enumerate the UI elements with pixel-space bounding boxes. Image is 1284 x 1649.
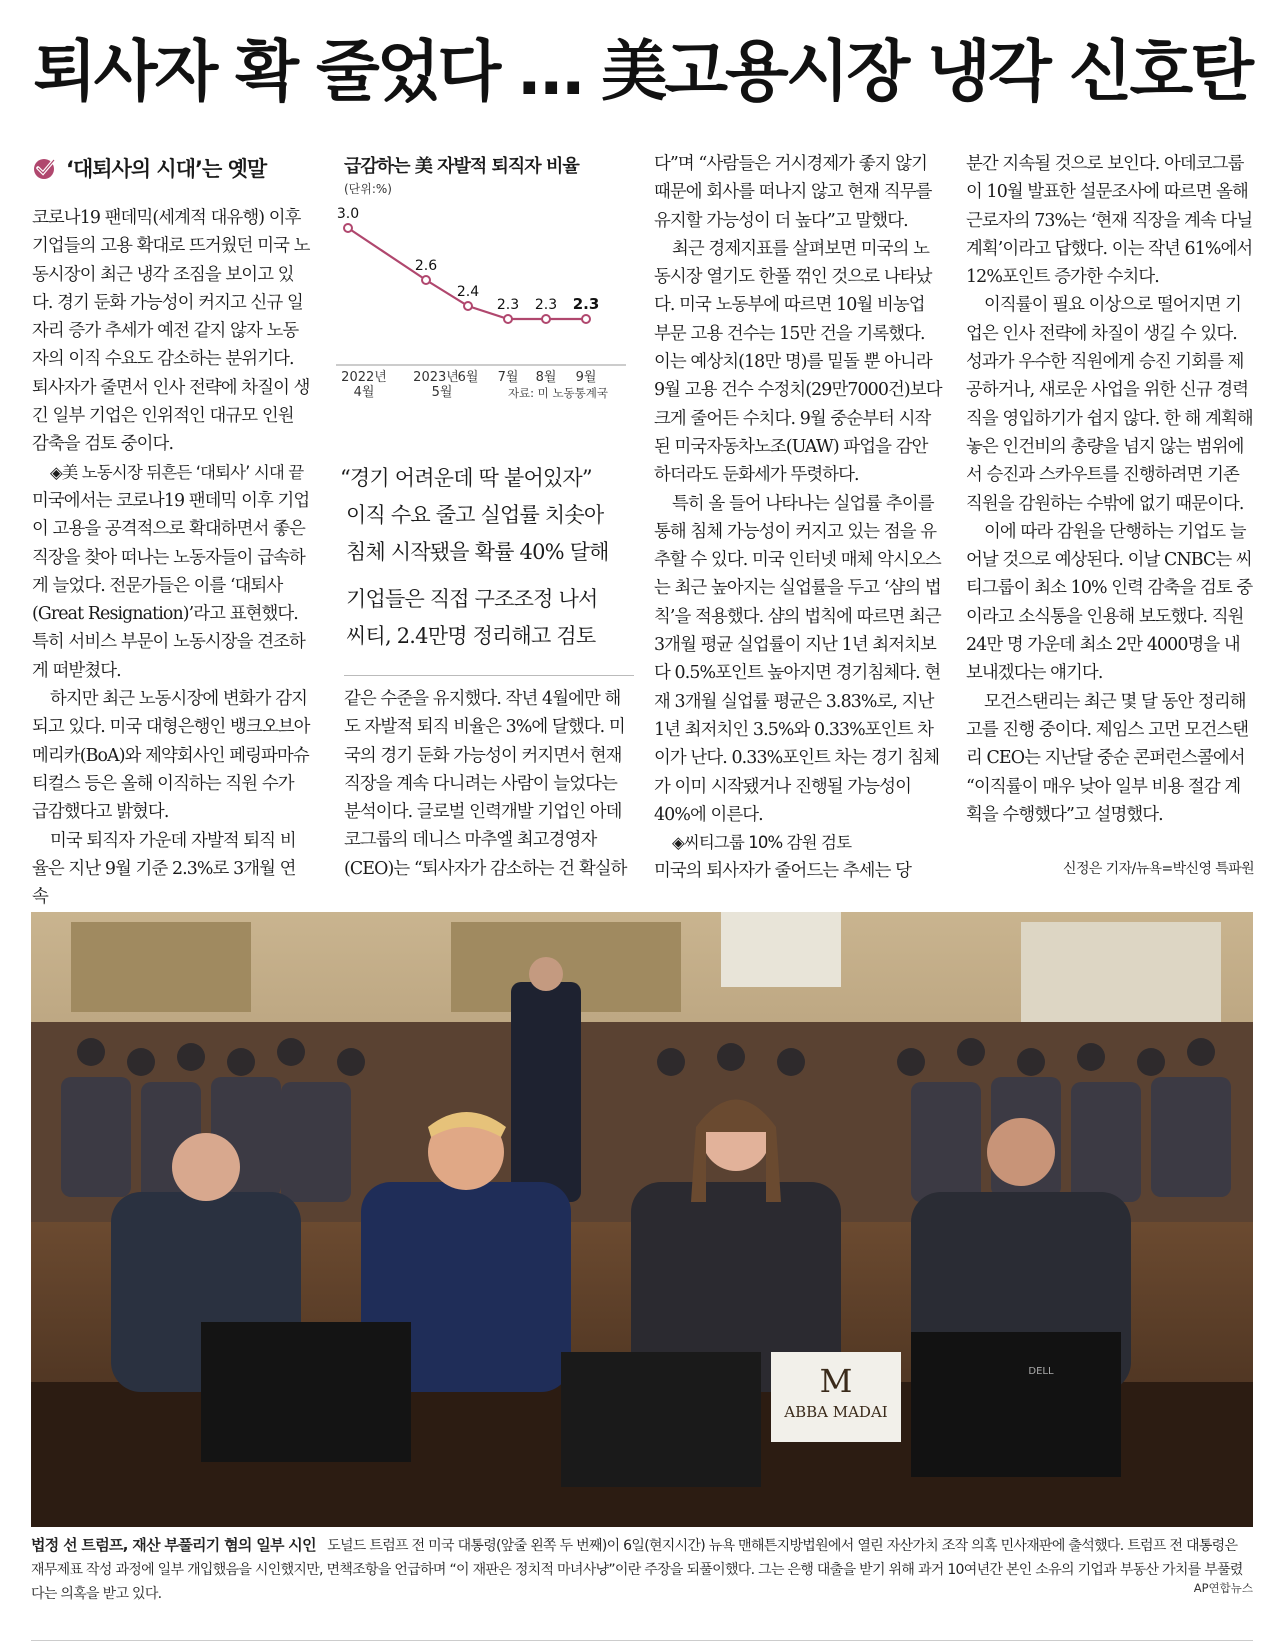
paragraph: 미국 퇴직자 가운데 자발적 퇴직 비율은 지난 9월 기준 2.3%로 3개월 연속 bbox=[32, 830, 296, 908]
paragraph: 최근 경제지표를 살펴보면 미국의 노동시장 열기도 한풀 꺾인 것으로 나타났다. 미국 노동부에 따르면 10월 비농업 부문 고용 건수는 15만 건을 기록했다. 이는 예상치(18만 명)를 밑돌 뿐 아니라 9월 고용 건수 수정치(29만7000건)보다 크게 줄어든 수치다. 9월 중순부터 시작된 미국자동차노조(UAW) 파업을 감안하더라도 둔화세가 뚜렷하다. bbox=[654, 238, 942, 486]
paragraph: 분간 지속될 것으로 보인다. 아데코그룹이 10월 발표한 설문조사에 따르면 올해 근로자의 73%는 ‘현재 직장을 계속 다닐 계획’이라고 답했다. 이는 작년 61%에서 12%포인트 증가한 수치다. bbox=[966, 154, 1253, 288]
tick-label: 8월 bbox=[535, 370, 557, 385]
bottom-rule bbox=[31, 1640, 1253, 1641]
quote-line: “경기 어려운데 딱 붙어있자” bbox=[340, 466, 592, 490]
subheading: ◈씨티그룹 10% 감원 검토 bbox=[672, 833, 852, 853]
data-point bbox=[582, 315, 590, 323]
column-4 bbox=[966, 150, 1254, 829]
paragraph: 특히 올 들어 나타나는 실업률 추이를 통해 침체 가능성이 커지고 있는 점을 유추할 수 있다. 미국 인터넷 매체 악시오스는 최근 높아지는 실업률을 두고 ‘샴의 법칙’을 적용했다. 샴의 법칙에 따르면 최근 3개월 평균 실업률이 지난 1년 최저치보다 0.5%포인트 높아지면 경기침체다. 현재 3개월 실업률 평균은 3.83%로, 지난 1년 최저치인 3.5%와 0.33%포인트 차이가 난다. 0.33%포인트 차는 경기 침체가 이미 시작됐거나 진행될 가능성이 40%에 이른다. bbox=[654, 493, 941, 825]
data-label: 2.6 bbox=[414, 258, 438, 274]
byline: 신정은 기자/뉴욕=박신영 특파원 bbox=[1063, 861, 1254, 877]
headline: 퇴사자 확 줄었다 … 美고용시장 냉각 신호탄 bbox=[33, 33, 1251, 110]
courtroom-photo bbox=[31, 912, 1253, 1527]
data-label: 2.3 bbox=[572, 295, 600, 313]
kicker-text: ‘대퇴사의 시대’는 옛말 bbox=[66, 157, 267, 181]
chart-source: 자료: 미 노동통계국 bbox=[507, 386, 608, 400]
line-chart bbox=[336, 195, 636, 410]
paragraph: 코로나19 팬데믹(세계적 대유행) 이후 기업들의 고용 확대로 뜨거웠던 미국 노동시장이 최근 냉각 조짐을 보이고 있다. 경기 둔화 가능성이 커지고 신규 일자리 증가 추세가 예전 같지 않자 노동자의 이직 수요도 감소하는 분위기다. 퇴사자가 줄면서 인사 전략에 차질이 생긴 일부 기업은 인위적인 대규모 인원 감축을 검토 중이다. bbox=[32, 208, 310, 455]
caption-title: 법정 선 트럼프, 재산 부풀리기 혐의 일부 시인 bbox=[31, 1536, 316, 1554]
paragraph: 이직률이 필요 이상으로 떨어지면 기업은 인사 전략에 차질이 생길 수 있다. 성과가 우수한 직원에게 승진 기회를 제공하거나, 새로운 사업을 위한 신규 경력직을 영입하기가 쉽지 않다. 한 해 계획해 놓은 인건비의 총량을 넘지 않는 범위에서 승진과 스카우트를 진행하려면 기존 직원을 감원하는 수밖에 없기 때문이다. bbox=[966, 295, 1253, 514]
column-3 bbox=[654, 150, 942, 886]
kicker bbox=[32, 153, 266, 183]
divider bbox=[344, 675, 634, 676]
photo-credit: AP연합뉴스 bbox=[1193, 1581, 1253, 1595]
quote-line: 기업들은 직접 구조조정 나서 bbox=[346, 587, 598, 611]
chart-unit: (단위:%) bbox=[344, 182, 392, 196]
monitor-logo: M bbox=[819, 1362, 853, 1400]
quote-line: 씨티, 2.4만명 정리해고 검토 bbox=[346, 624, 596, 648]
year-label-2023: 2023년 bbox=[413, 370, 459, 385]
pull-quote bbox=[340, 460, 646, 655]
paragraph: 하지만 최근 노동시장에 변화가 감지되고 있다. 미국 대형은행인 뱅크오브아메리카(BoA)와 제약회사인 페링파마슈티컬스 등은 올해 이직하는 직원 수가 급감했다고 밝혔다. bbox=[32, 689, 310, 823]
laptop-brand: DELL bbox=[1028, 1366, 1054, 1377]
paragraph: 다”며 “사람들은 거시경제가 좋지 않기 때문에 회사를 떠나지 않고 현재 직무를 유지할 가능성이 더 높다”고 말했다. bbox=[654, 154, 932, 231]
tick-label: 5월 bbox=[431, 385, 453, 400]
year-label-2022: 2022년 bbox=[341, 370, 387, 385]
tick-label: 7월 bbox=[497, 370, 519, 385]
paragraph: 이에 따라 감원을 단행하는 기업도 늘어날 것으로 예상된다. 이날 CNBC는 씨티그룹이 최소 10% 인력 감축을 검토 중이라고 소식통을 인용해 보도했다. 직원 24만 명 가운데 최소 2만 4000명을 내보내겠다는 얘기다. bbox=[966, 521, 1253, 684]
column-2 bbox=[344, 685, 630, 883]
paragraph: 같은 수준을 유지했다. 작년 4월에만 해도 자발적 퇴직 비율은 3%에 달했다. 미국의 경기 둔화 가능성이 커지면서 현재 직장을 계속 다니려는 사람이 늘었다는 분석이다. 글로벌 인력개발 기업인 아데코그룹의 데니스 마추엘 최고경영자(CEO)는 “퇴사자가 감소하는 건 확실하 bbox=[344, 689, 627, 879]
photo-caption bbox=[31, 1533, 1253, 1606]
paragraph: 모건스탠리는 최근 몇 달 동안 정리해고를 진행 중이다. 제임스 고먼 모건스탠리 CEO는 지난달 중순 콘퍼런스콜에서 “이직률이 매우 낮아 일부 비용 절감 계획을 수행했다”고 설명했다. bbox=[966, 691, 1249, 825]
data-point bbox=[464, 302, 472, 310]
data-point bbox=[422, 276, 430, 284]
subheading: ◈美 노동시장 뒤흔든 ‘대퇴사’ 시대 끝 bbox=[50, 462, 304, 482]
monitor-text: ABBA MADAI bbox=[784, 1403, 888, 1421]
checkmark-icon bbox=[32, 155, 58, 181]
tick-label: 9월 bbox=[575, 370, 597, 385]
data-label: 2.3 bbox=[496, 297, 520, 313]
data-label: 2.4 bbox=[456, 284, 480, 300]
data-point bbox=[504, 315, 512, 323]
chart-title: 급감하는 美 자발적 퇴직자 비율 bbox=[344, 156, 579, 177]
tick-label: 6월 bbox=[457, 370, 479, 385]
tick-label: 4월 bbox=[353, 385, 375, 400]
paragraph: 미국의 퇴사자가 줄어드는 추세는 당 bbox=[654, 861, 912, 882]
paragraph: 미국에서는 코로나19 팬데믹 이후 기업이 고용을 공격적으로 확대하면서 좋은 직장을 찾아 떠나는 노동자들이 급속하게 늘었다. 전문가들은 이를 ‘대퇴사(Great Resignation)’라고 표현했다. 특히 서비스 부문이 노동시장을 견조하게 떠받쳤다. bbox=[32, 490, 310, 681]
quote-line: 침체 시작됐을 확률 40% 달해 bbox=[346, 540, 609, 564]
data-point bbox=[344, 224, 352, 232]
photo-illustration bbox=[31, 912, 1253, 1527]
data-label: 3.0 bbox=[336, 206, 360, 222]
caption-text: 도널드 트럼프 전 미국 대통령(앞줄 왼쪽 두 번째)이 6일(현지시간) 뉴욕 맨해튼지방법원에서 열린 자산가치 조작 의혹 민사재판에 출석했다. 트럼프 전 대통령은 재무제표 작성 과정에 일부 개입했음을 시인했지만, 면책조항을 언급하며 “이 재판은 정치적 마녀사냥”이란 주장을 되풀이했다. 그는 은행 대출을 받기 위해 과거 10여년간 본인 소유의 기업과 부동산 가치를 부풀렸다는 의혹을 받고 있다. bbox=[31, 1538, 1243, 1602]
data-label: 2.3 bbox=[534, 297, 558, 313]
data-point bbox=[542, 315, 550, 323]
quote-line: 이직 수요 줄고 실업률 치솟아 bbox=[346, 503, 604, 527]
column-1 bbox=[32, 204, 310, 911]
